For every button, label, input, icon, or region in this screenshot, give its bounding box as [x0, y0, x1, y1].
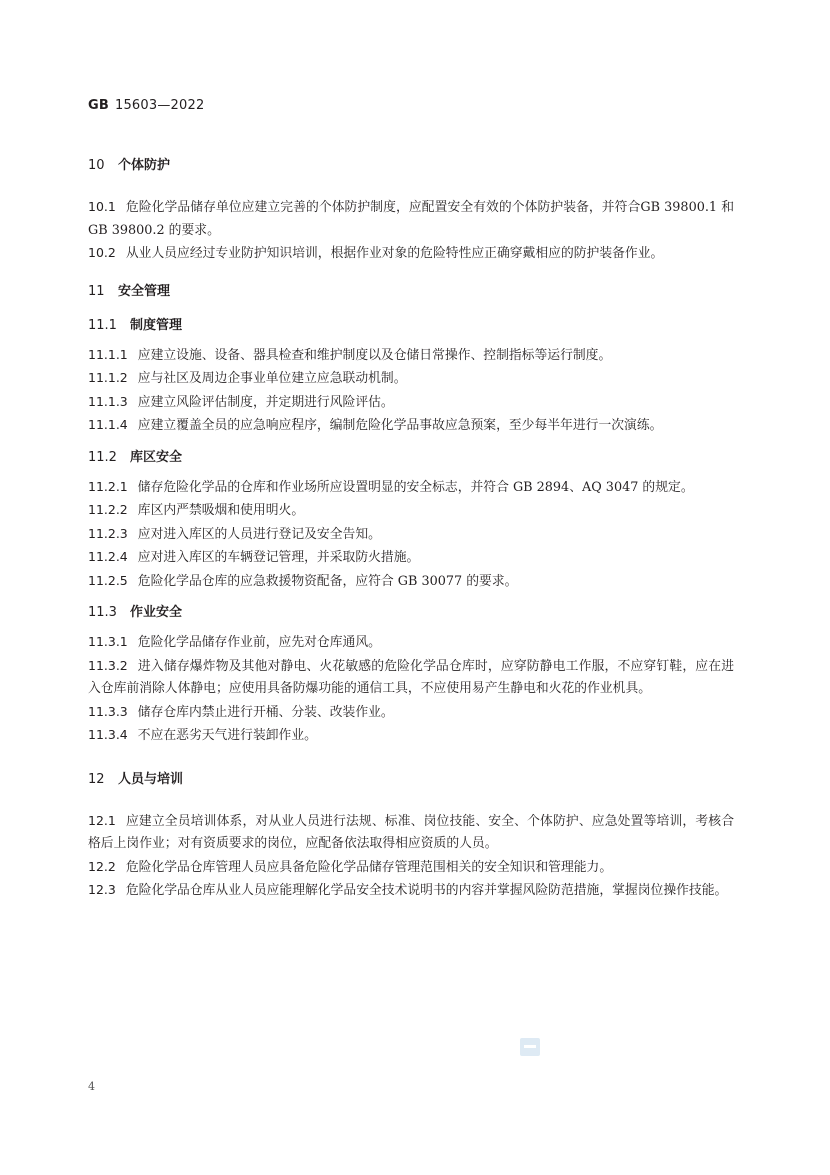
clause-text: 从业人员应经过专业防护知识培训，根据作业对象的危险特性应正确穿戴相应的防护装备作业。 [125, 246, 664, 261]
clause-text: 库区内严禁吸烟和使用明火。 [137, 503, 305, 518]
clause-text: 应与社区及周边企事业单位建立应急联动机制。 [137, 371, 407, 386]
clause-text: 应建立全员培训体系，对从业人员进行法规、标准、岗位技能、安全、个体防护、应急处置等培训，考核合格后上岗作业；对有资质要求的岗位，应配备依法取得相应资质的人员。 [88, 813, 734, 851]
subsection-heading-11-3 [88, 603, 734, 623]
section-title: 人员与培训 [118, 771, 184, 787]
subsection-number: 11.2 [88, 449, 117, 465]
section-heading-11 [88, 282, 734, 302]
clause-text: 危险化学品仓库管理人员应具备危险化学品储存管理范围相关的安全知识和管理能力。 [125, 859, 613, 875]
clause-text: 危险化学品储存作业前，应先对仓库通风。 [137, 635, 381, 650]
clause-10-2 [88, 242, 734, 266]
clause-text: 进入储存爆炸物及其他对静电、火花敏感的危险化学品仓库时，应穿防静电工作服，不应穿钉鞋，应在进入仓库前消除人体静电；应使用具备防爆功能的通信工具，不应使用易产生静电和火花的作业机具。 [88, 658, 734, 696]
standard-identifier [88, 98, 204, 113]
clause-text: 不应在恶劣天气进行装卸作业。 [137, 728, 317, 743]
clause-11-3-1 [88, 631, 734, 655]
clause-number: 11.3.1 [88, 634, 128, 649]
clause-text: 储存危险化学品的仓库和作业场所应设置明显的安全标志，并符合 GB 2894、AQ 3047 的规定。 [137, 479, 694, 495]
clause-11-2-4 [88, 546, 734, 570]
clause-text: 储存仓库内禁止进行开桶、分装、改装作业。 [137, 704, 394, 720]
clause-11-3-4 [88, 724, 734, 748]
clause-number: 11.1.3 [88, 393, 128, 409]
section-heading-10 [88, 156, 734, 176]
subsection-title: 制度管理 [130, 317, 183, 333]
clause-text: 应建立设施、设备、器具检查和维护制度以及仓储日常操作、控制指标等运行制度。 [137, 347, 612, 363]
clause-number: 11.2.4 [88, 549, 128, 564]
clause-number: 11.2.2 [88, 502, 128, 517]
subsection-number: 11.1 [88, 317, 117, 333]
clause-11-1-3 [88, 391, 734, 415]
clause-11-2-1 [88, 476, 734, 500]
clause-12-2 [88, 856, 734, 880]
clause-number: 10.1 [88, 199, 116, 214]
clause-11-2-2 [88, 499, 734, 523]
clause-11-2-3 [88, 523, 734, 547]
clause-12-3 [88, 879, 734, 903]
section-number: 10 [88, 158, 105, 173]
clause-text: 危险化学品仓库的应急救援物资配备，应符合 GB 30077 的要求。 [137, 573, 518, 589]
clause-11-1-1 [88, 344, 734, 368]
clause-number: 11.2.1 [88, 478, 128, 494]
document-body [88, 156, 734, 903]
section-number: 11 [88, 283, 105, 299]
subsection-title: 库区安全 [130, 449, 183, 465]
section-title: 安全管理 [118, 283, 171, 299]
section-number: 12 [88, 771, 105, 787]
clause-number: 11.2.5 [88, 572, 128, 588]
clause-text: 危险化学品储存单位应建立完善的个体防护制度，应配置安全有效的个体防护装备，并符合GB 39800.1 和 GB 39800.2 的要求。 [88, 200, 734, 238]
subsection-heading-11-2 [88, 448, 734, 468]
clause-number: 12.2 [88, 858, 116, 874]
clause-number: 11.2.3 [88, 525, 128, 541]
clause-text: 危险化学品仓库从业人员应能理解化学品安全技术说明书的内容并掌握风险防范措施，掌握岗位操作技能。 [125, 883, 728, 898]
clause-number: 12.1 [88, 812, 116, 828]
clause-text: 应建立覆盖全员的应急响应程序，编制危险化学品事故应急预案，至少每半年进行一次演练。 [137, 418, 663, 433]
watermark-logo-icon [520, 1038, 540, 1056]
clause-11-3-3 [88, 701, 734, 725]
clause-number: 12.3 [88, 882, 116, 897]
clause-11-3-2 [88, 655, 734, 701]
clause-number: 11.1.2 [88, 370, 128, 385]
subsection-heading-11-1 [88, 316, 734, 336]
clause-number: 10.2 [88, 245, 116, 260]
clause-text: 应建立风险评估制度，并定期进行风险评估。 [137, 394, 394, 410]
section-title: 个体防护 [118, 158, 171, 173]
clause-11-2-5 [88, 570, 734, 594]
clause-text: 应对进入库区的人员进行登记及安全告知。 [137, 526, 381, 542]
clause-number: 11.3.3 [88, 703, 128, 719]
clause-11-1-4 [88, 414, 734, 438]
clause-number: 11.3.4 [88, 727, 128, 742]
standard-number: 15603—2022 [114, 98, 205, 113]
clause-11-1-2 [88, 367, 734, 391]
clause-number: 11.3.2 [88, 657, 128, 673]
clause-10-1 [88, 196, 734, 242]
clause-number: 11.1.1 [88, 346, 128, 362]
standard-prefix: GB [88, 98, 109, 113]
clause-number: 11.1.4 [88, 417, 128, 432]
section-heading-12 [88, 770, 734, 790]
page-number: 4 [88, 1080, 95, 1093]
subsection-number: 11.3 [88, 605, 117, 620]
clause-text: 应对进入库区的车辆登记管理，并采取防火措施。 [137, 550, 420, 565]
subsection-title: 作业安全 [130, 605, 183, 620]
clause-12-1 [88, 810, 734, 856]
